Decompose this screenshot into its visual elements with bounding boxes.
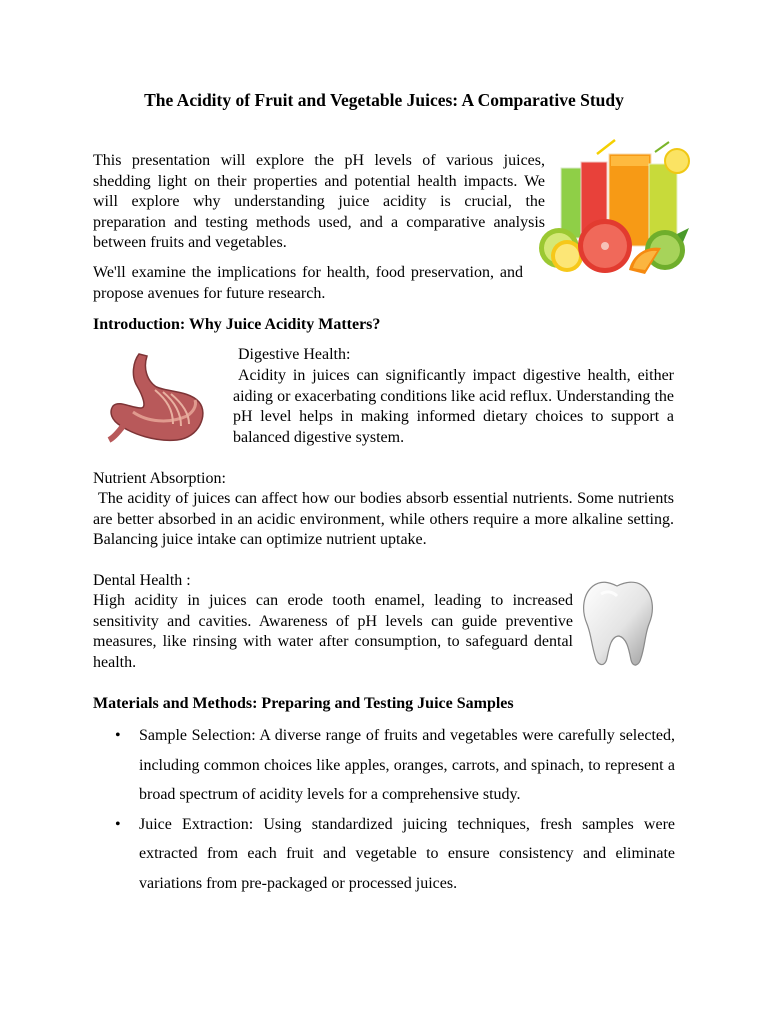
nutrient-absorption-text: The acidity of juices can affect how our bodies absorb essential nutrients. Some nutrients are better absorbed in an acidic environment, while others require a more alkaline setting. Balancing juice intake can optimize nutrient uptake. [93,490,674,549]
bullet-text: Sample Selection: A diverse range of fruits and vegetables were carefully selected, including common choices like apples, oranges, carrots, and spinach, to represent a broad spectrum of acidity levels for a comprehensive study. [139,727,675,804]
digestive-health-text: Acidity in juices can significantly impact digestive health, either aiding or exacerbating conditions like acid reflux. Understanding the pH level helps in making informed dietary choices to support a balanced digestive system. [233,367,674,446]
dental-health-text: High acidity in juices can erode tooth enamel, leading to increased sensitivity and cavities. Awareness of pH levels can guide preventive measures, like rinsing with water after consumption, to safeguard dental health. [93,592,573,671]
bullet-text: Juice Extraction: Using standardized juicing techniques, fresh samples were extracted from each fruit and vegetable to ensure consistency and eliminate variations from pre-packaged or processed juices. [139,815,675,892]
section-heading-introduction: Introduction: Why Juice Acidity Matters? [93,316,381,333]
document-title: The Acidity of Fruit and Vegetable Juices: A Comparative Study [144,90,624,110]
intro-paragraph-2: We'll examine the implications for health, food preservation, and propose avenues for future research. [93,264,523,302]
methods-bullet-list [93,721,675,899]
tooth-image [575,576,660,671]
digestive-health-heading: Digestive Health: [238,346,351,363]
list-item [93,721,675,810]
intro-paragraph-1: This presentation will explore the pH levels of various juices, shedding light on their properties and potential health impacts. We will explore why understanding juice acidity is crucial, the preparation and testing methods used, and a comparative analysis between fruits and vegetables. [93,152,545,252]
nutrient-absorption-heading: Nutrient Absorption: [93,470,226,487]
juice-glasses-image [537,138,692,284]
list-item [93,810,675,899]
stomach-image [103,350,231,450]
bullet-icon: • [115,727,121,744]
bullet-icon: • [115,815,121,833]
section-heading-materials-methods: Materials and Methods: Preparing and Testing Juice Samples [93,695,514,712]
dental-health-heading: Dental Health : [93,572,191,589]
